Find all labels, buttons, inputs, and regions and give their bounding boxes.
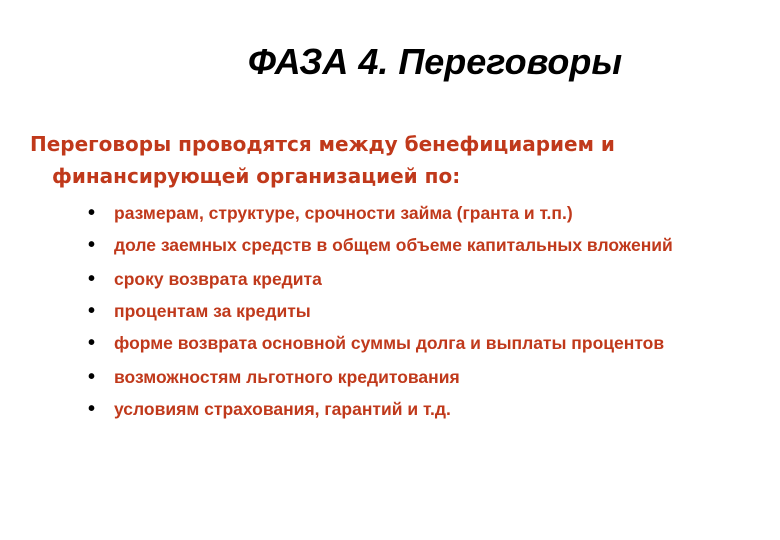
- list-item: [88, 200, 773, 226]
- bullet-icon: •: [88, 398, 96, 420]
- intro-text: Переговоры проводятся между бенефициарием и финансирующей организацией по:: [30, 132, 615, 188]
- bullet-icon: •: [88, 234, 96, 256]
- list-item: [88, 330, 773, 356]
- list-item: [88, 266, 773, 292]
- list-item-text: сроку возврата кредита: [114, 269, 322, 289]
- slide-title: ФАЗА 4. Переговоры: [247, 41, 623, 82]
- list-item: [88, 298, 773, 324]
- bullet-icon: •: [88, 268, 96, 290]
- list-item-text: доле заемных средств в общем объеме капитальных вложений: [114, 235, 673, 255]
- bullet-icon: •: [88, 300, 96, 322]
- list-item-text: размерам, структуре, срочности займа (гранта и т.п.): [114, 203, 573, 223]
- list-item-text: возможностям льготного кредитования: [114, 367, 460, 387]
- list-item-text: условиям страхования, гарантий и т.д.: [114, 399, 451, 419]
- bullet-icon: •: [88, 366, 96, 388]
- list-item-text: форме возврата основной суммы долга и выплаты процентов: [114, 333, 665, 353]
- list-item: [88, 396, 773, 422]
- bullet-icon: •: [88, 202, 96, 224]
- list-item: [88, 364, 773, 390]
- list-item: [88, 232, 773, 258]
- bullet-list: [88, 200, 773, 428]
- bullet-icon: •: [88, 332, 96, 354]
- list-item-text: процентам за кредиты: [114, 301, 311, 321]
